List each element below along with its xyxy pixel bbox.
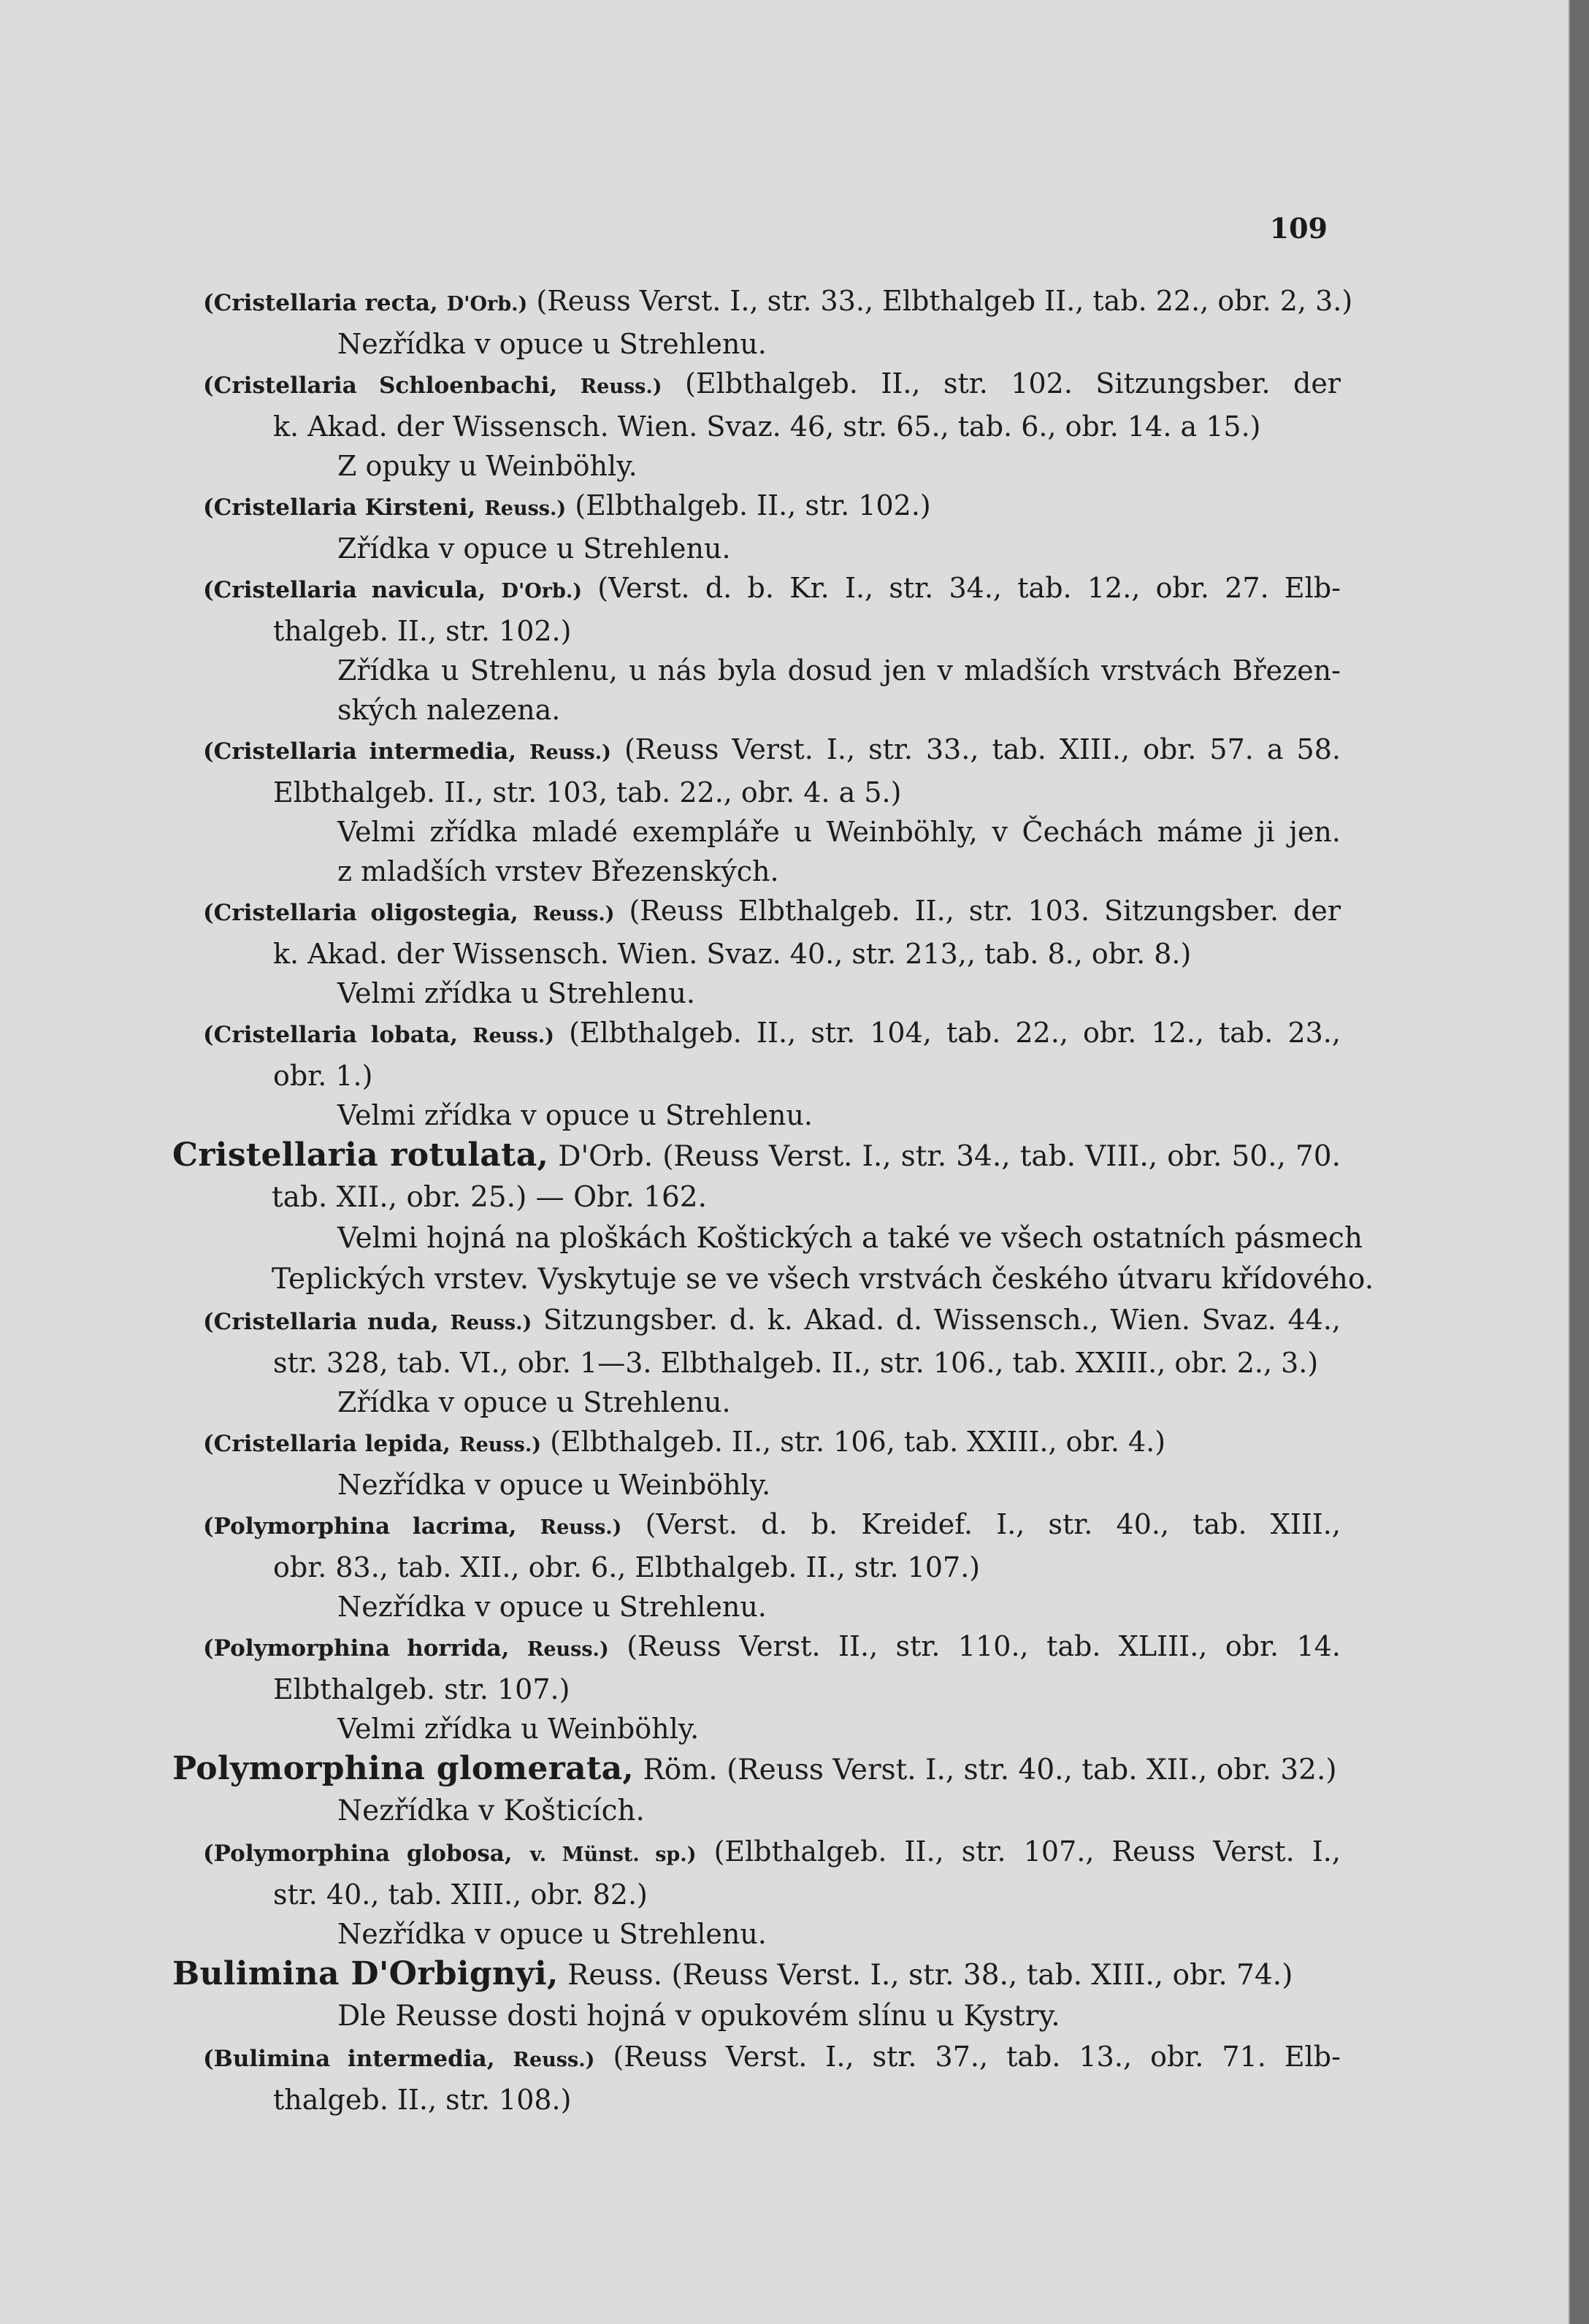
taxon-reference: (Verst. d. b. Kreidef. I., str. 40., tab. XIII.,	[645, 1508, 1341, 1540]
taxon-reference: (Reuss Verst. I., str. 34., tab. VIII., obr. 50., 70.	[662, 1140, 1341, 1173]
taxon-reference: (Reuss Elbthalgeb. II., str. 103. Sitzungsber. der	[629, 895, 1341, 927]
taxon-reference: (Elbthalgeb. II., str. 102. Sitzungsber. der	[685, 367, 1341, 400]
locality-note: Nezřídka v opuce u Strehlenu.	[337, 328, 767, 360]
entry-heading-line	[172, 1627, 1341, 1670]
locality-note: Velmi zřídka u Weinböhly.	[337, 1713, 700, 1745]
taxon-reference: Sitzungsber. d. k. Akad. d. Wissensch., Wien. Svaz. 44.,	[543, 1304, 1341, 1336]
entry-heading-line	[172, 1422, 1341, 1465]
locality-note: Velmi zřídka mladé exempláře u Weinböhly, v Čechách máme ji jen.	[337, 816, 1341, 848]
taxon-name: (Cristellaria recta,	[203, 290, 438, 316]
taxon-entry	[172, 1135, 1374, 1300]
taxon-author: Reuss.)	[513, 2049, 595, 2071]
locality-note: Nezřídka v opuce u Weinböhly.	[337, 1469, 771, 1501]
entry-heading-line	[172, 1505, 1341, 1548]
reference-continuation: obr. 1.)	[273, 1060, 373, 1092]
taxon-name: (Polymorphina lacrima,	[203, 1513, 517, 1540]
taxon-author: Reuss.)	[472, 1025, 554, 1047]
taxon-reference: (Elbthalgeb. II., str. 104, tab. 22., obr. 12., tab. 23.,	[569, 1017, 1341, 1049]
taxon-author: D'Orb.)	[501, 580, 583, 603]
reference-continuation: k. Akad. der Wissensch. Wien. Svaz. 40., str. 213,, tab. 8., obr. 8.)	[273, 938, 1192, 970]
reference-continuation: str. 328, tab. VI., obr. 1—3. Elbthalgeb. II., str. 106., tab. XXIII., obr. 2., 3.)	[273, 1347, 1319, 1379]
reference-continuation: k. Akad. der Wissensch. Wien. Svaz. 46, str. 65., tab. 6., obr. 14. a 15.)	[273, 410, 1261, 443]
taxon-reference: (Reuss Verst. I., str. 33., Elbthalgeb II., tab. 22., obr. 2, 3.)	[536, 285, 1353, 317]
reference-continuation: obr. 83., tab. XII., obr. 6., Elbthalgeb. II., str. 107.)	[273, 1551, 981, 1583]
entry-heading-line	[172, 730, 1341, 773]
reference-continuation: Elbthalgeb. II., str. 103, tab. 22., obr. 4. a 5.)	[273, 776, 902, 809]
taxon-entry	[172, 1013, 1341, 1135]
taxon-name: (Cristellaria intermedia,	[203, 738, 517, 765]
taxon-name: (Polymorphina horrida,	[203, 1635, 510, 1662]
taxon-name: (Cristellaria Kirsteni,	[203, 494, 476, 521]
locality-note: Zřídka v opuce u Strehlenu.	[337, 532, 731, 565]
entry-heading-line	[172, 1135, 1341, 1177]
taxon-entry	[172, 891, 1341, 1013]
taxon-reference: (Reuss Verst. I., str. 40., tab. XII., obr. 32.)	[727, 1754, 1337, 1786]
taxon-author: Röm.	[643, 1754, 718, 1786]
entry-heading-line	[172, 1748, 1341, 1791]
taxon-reference: (Reuss Verst. I., str. 38., tab. XIII., obr. 74.)	[671, 1959, 1293, 1992]
taxon-author: D'Orb.)	[446, 293, 528, 316]
taxon-author: D'Orb.	[558, 1140, 654, 1173]
taxon-entry	[172, 1422, 1341, 1505]
taxon-name: (Cristellaria Schloenbachi,	[203, 372, 558, 399]
entry-heading-line	[172, 364, 1341, 407]
taxon-author: Reuss.)	[532, 903, 615, 925]
entry-heading-line	[172, 568, 1341, 611]
taxon-author: Reuss.)	[459, 1434, 541, 1456]
reference-continuation: tab. XII., obr. 25.) — Obr. 162.	[272, 1181, 708, 1214]
locality-note: Velmi zřídka v opuce u Strehlenu.	[337, 1099, 813, 1131]
taxon-entry	[172, 486, 1341, 568]
taxon-name: (Cristellaria oligostegia,	[203, 900, 518, 926]
locality-note: Nezřídka v Košticích.	[337, 1794, 645, 1827]
taxon-entry	[172, 730, 1341, 891]
locality-note: Velmi hojná na ploškách Koštických a také ve všech ostatních pásmech	[337, 1222, 1363, 1255]
taxon-entry	[172, 1505, 1341, 1627]
entry-heading-line	[172, 486, 1341, 529]
taxon-entry	[172, 1627, 1341, 1748]
page-number: 109	[1269, 212, 1328, 245]
taxon-name: Bulimina D'Orbignyi,	[172, 1955, 559, 1992]
entry-list	[172, 281, 1374, 2119]
taxon-author: Reuss.)	[580, 375, 662, 398]
locality-note-continuation: Teplických vrstev. Vyskytuje se ve všech vrstvách českého útvaru křídového.	[272, 1263, 1374, 1296]
taxon-entry	[172, 364, 1341, 486]
taxon-entry	[172, 568, 1341, 730]
taxon-reference: (Elbthalgeb. II., str. 107., Reuss Verst. I.,	[713, 1835, 1341, 1868]
locality-note: Velmi zřídka u Strehlenu.	[337, 977, 695, 1009]
taxon-entry	[172, 1748, 1341, 1832]
entry-heading-line	[172, 281, 1353, 324]
taxon-entry	[172, 2037, 1341, 2119]
entry-heading-line	[172, 1832, 1341, 1875]
taxon-name: Polymorphina glomerata,	[172, 1750, 635, 1787]
taxon-author: v. Münst. sp.)	[529, 1843, 697, 1866]
locality-note: ských nalezena.	[337, 694, 561, 726]
reference-continuation: thalgeb. II., str. 102.)	[273, 615, 572, 647]
taxon-author: Reuss.	[567, 1959, 663, 1992]
taxon-name: (Cristellaria lobata,	[203, 1022, 459, 1048]
locality-note: Z opuky u Weinböhly.	[337, 450, 637, 482]
reference-continuation: thalgeb. II., str. 108.)	[273, 2084, 572, 2116]
entry-heading-line	[172, 2037, 1341, 2080]
locality-note: Zřídka u Strehlenu, u nás byla dosud jen v mladších vrstvách Březen-	[337, 654, 1341, 687]
taxon-name: Cristellaria rotulata,	[172, 1136, 549, 1174]
entry-heading-line	[172, 1954, 1341, 1996]
entry-heading-line	[172, 1300, 1341, 1343]
taxon-reference: (Reuss Verst. I., str. 33., tab. XIII., obr. 57. a 58.	[624, 733, 1341, 765]
taxon-name: (Cristellaria navicula,	[203, 577, 486, 603]
taxon-reference: (Verst. d. b. Kr. I., str. 34., tab. 12., obr. 27. Elb-	[597, 572, 1341, 604]
taxon-entry	[172, 281, 1353, 364]
reference-continuation: str. 40., tab. XIII., obr. 82.)	[273, 1878, 648, 1911]
entry-heading-line	[172, 891, 1341, 934]
reference-continuation: Elbthalgeb. str. 107.)	[273, 1673, 570, 1705]
taxon-reference: (Reuss Verst. II., str. 110., tab. XLIII., obr. 14.	[627, 1630, 1341, 1662]
taxon-name: (Cristellaria lepida,	[203, 1431, 451, 1457]
entry-heading-line	[172, 1013, 1341, 1056]
locality-note: Dle Reusse dosti hojná v opukovém slínu u Kystry.	[337, 2000, 1060, 2033]
locality-note: Nezřídka v opuce u Strehlenu.	[337, 1591, 767, 1623]
taxon-entry	[172, 1954, 1341, 2037]
taxon-author: Reuss.)	[484, 497, 567, 520]
taxon-author: Reuss.)	[527, 1638, 609, 1661]
taxon-reference: (Elbthalgeb. II., str. 102.)	[575, 489, 931, 521]
taxon-author: Reuss.)	[450, 1312, 532, 1334]
locality-note: z mladších vrstev Březenských.	[337, 855, 779, 887]
taxon-name: (Bulimina intermedia,	[203, 2046, 495, 2072]
taxon-author: Reuss.)	[540, 1516, 622, 1539]
taxon-reference: (Reuss Verst. I., str. 37., tab. 13., obr. 71. Elb-	[613, 2041, 1341, 2073]
taxon-reference: (Elbthalgeb. II., str. 106, tab. XXIII., obr. 4.)	[550, 1426, 1166, 1458]
taxon-name: (Polymorphina globosa,	[203, 1841, 513, 1867]
taxon-name: (Cristellaria nuda,	[203, 1309, 439, 1335]
taxon-entry	[172, 1832, 1341, 1954]
locality-note: Zřídka v opuce u Strehlenu.	[337, 1386, 731, 1418]
taxon-author: Reuss.)	[529, 741, 611, 764]
taxon-entry	[172, 1300, 1341, 1422]
locality-note: Nezřídka v opuce u Strehlenu.	[337, 1918, 767, 1950]
